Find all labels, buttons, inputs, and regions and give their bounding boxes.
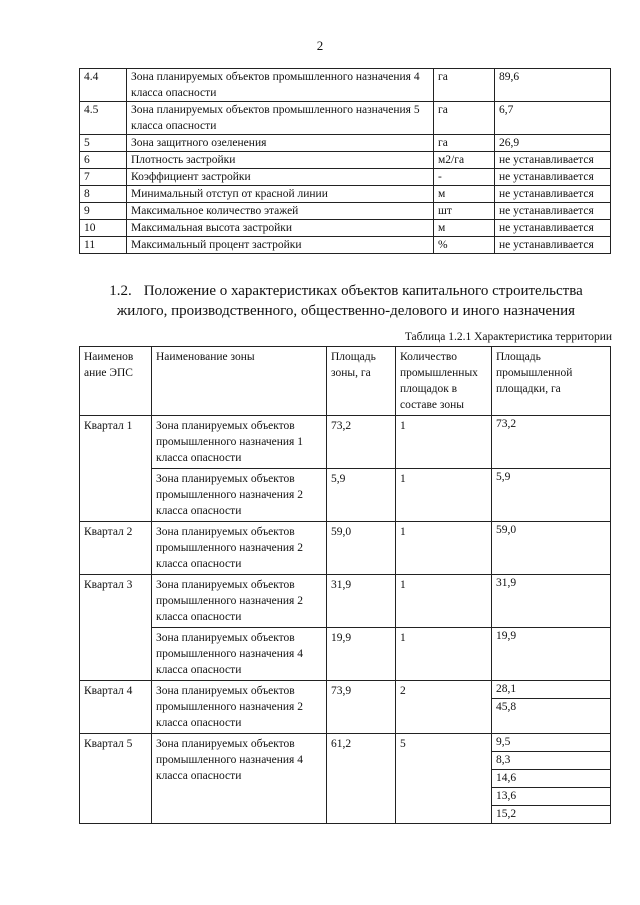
- row-name: Максимальное количество этажей: [127, 203, 434, 220]
- row-value: 89,6: [495, 69, 611, 102]
- row-unit: га: [434, 135, 495, 152]
- row-name: Зона защитного озеленения: [127, 135, 434, 152]
- row-name: Максимальная высота застройки: [127, 220, 434, 237]
- table-row: [80, 734, 611, 824]
- plot-area-value: 59,0: [496, 524, 517, 536]
- row-name: Плотность застройки: [127, 152, 434, 169]
- row-code: 7: [80, 169, 127, 186]
- plot-area-cell: [492, 575, 611, 628]
- plot-area-value: 5,9: [496, 471, 511, 483]
- row-unit: м2/га: [434, 152, 495, 169]
- row-unit: м: [434, 186, 495, 203]
- table-row: [80, 681, 611, 734]
- plot-area-cell: [492, 734, 611, 824]
- table-row: [80, 152, 611, 169]
- header-count: Количество промышленных площадок в составе зоны: [396, 347, 492, 416]
- row-value: 6,7: [495, 102, 611, 135]
- table-row: [80, 575, 611, 628]
- plot-area-cell: [492, 416, 611, 469]
- table-row: [80, 135, 611, 152]
- row-value: не устанавливается: [495, 152, 611, 169]
- row-name: Минимальный отступ от красной линии: [127, 186, 434, 203]
- row-unit: м: [434, 220, 495, 237]
- header-zone: Наименование зоны: [152, 347, 327, 416]
- row-code: 4.4: [80, 69, 127, 102]
- row-name: Коэффициент застройки: [127, 169, 434, 186]
- plot-area-cell: [492, 628, 611, 681]
- quarter-cell: Квартал 5: [80, 734, 152, 824]
- table-row: [80, 69, 611, 102]
- row-value: 26,9: [495, 135, 611, 152]
- row-code: 9: [80, 203, 127, 220]
- row-code: 11: [80, 237, 127, 254]
- header-quarter: Наименов ание ЭПС: [80, 347, 152, 416]
- table-row: [80, 522, 611, 575]
- table-row: [80, 628, 611, 681]
- row-name: Зона планируемых объектов промышленного назначения 4 класса опасности: [127, 69, 434, 102]
- row-value: не устанавливается: [495, 220, 611, 237]
- plot-area-cell: [492, 681, 611, 734]
- parameters-table: [79, 68, 611, 254]
- plot-area-value: 19,9: [496, 630, 517, 642]
- plot-count-cell: 1: [396, 628, 492, 681]
- header-plot-area: Площадь промышленной площадки, га: [492, 347, 611, 416]
- table-caption: Таблица 1.2.1 Характеристика территории: [404, 331, 612, 343]
- plot-count-cell: 1: [396, 575, 492, 628]
- row-code: 10: [80, 220, 127, 237]
- plot-area-value: 31,9: [496, 577, 517, 589]
- row-value: не устанавливается: [495, 237, 611, 254]
- quarter-cell: Квартал 4: [80, 681, 152, 734]
- quarter-cell: Квартал 2: [80, 522, 152, 575]
- row-value: не устанавливается: [495, 169, 611, 186]
- plot-area-value: 14,6: [492, 769, 610, 787]
- table-row: [80, 102, 611, 135]
- plot-count-cell: 1: [396, 522, 492, 575]
- row-name: Максимальный процент застройки: [127, 237, 434, 254]
- plot-count-cell: 2: [396, 681, 492, 734]
- section-title-line1: Положение о характеристиках объектов капитального строительства: [143, 283, 583, 299]
- zone-area-cell: 31,9: [327, 575, 396, 628]
- plot-area-cell: [492, 469, 611, 522]
- plot-area-value: 9,5: [496, 736, 511, 748]
- plot-area-value: 28,1: [496, 683, 517, 695]
- quarter-cell: Квартал 3: [80, 575, 152, 681]
- row-value: не устанавливается: [495, 186, 611, 203]
- row-unit: шт: [434, 203, 495, 220]
- row-code: 5: [80, 135, 127, 152]
- zone-name-cell: Зона планируемых объектов промышленного назначения 2 класса опасности: [152, 681, 327, 734]
- plot-count-cell: 5: [396, 734, 492, 824]
- plot-area-cell: [492, 522, 611, 575]
- plot-area-value: 45,8: [492, 698, 610, 716]
- table-row: [80, 203, 611, 220]
- row-code: 8: [80, 186, 127, 203]
- section-title-line2: жилого, производственного, общественно-делового и иного назначения: [116, 303, 576, 319]
- table-row: [80, 186, 611, 203]
- zone-area-cell: 73,2: [327, 416, 396, 469]
- row-name: Зона планируемых объектов промышленного назначения 5 класса опасности: [127, 102, 434, 135]
- zone-area-cell: 73,9: [327, 681, 396, 734]
- plot-area-value: 73,2: [496, 418, 517, 430]
- row-unit: -: [434, 169, 495, 186]
- zone-name-cell: Зона планируемых объектов промышленного назначения 4 класса опасности: [152, 628, 327, 681]
- zone-name-cell: Зона планируемых объектов промышленного назначения 2 класса опасности: [152, 575, 327, 628]
- quarter-cell: Квартал 1: [80, 416, 152, 522]
- plot-area-value: 8,3: [492, 751, 610, 769]
- row-unit: %: [434, 237, 495, 254]
- table-row: [80, 220, 611, 237]
- plot-count-cell: 1: [396, 469, 492, 522]
- zone-area-cell: 59,0: [327, 522, 396, 575]
- zone-area-cell: 5,9: [327, 469, 396, 522]
- zone-name-cell: Зона планируемых объектов промышленного назначения 2 класса опасности: [152, 469, 327, 522]
- header-area: Площадь зоны, га: [327, 347, 396, 416]
- row-value: не устанавливается: [495, 203, 611, 220]
- territory-table: [79, 346, 611, 824]
- page-number: 2: [316, 38, 324, 53]
- row-unit: га: [434, 69, 495, 102]
- plot-area-value: 15,2: [492, 805, 610, 823]
- table-row: [80, 416, 611, 469]
- table-row: [80, 237, 611, 254]
- row-code: 6: [80, 152, 127, 169]
- section-number: 1.2.: [109, 283, 132, 299]
- row-unit: га: [434, 102, 495, 135]
- zone-name-cell: Зона планируемых объектов промышленного назначения 4 класса опасности: [152, 734, 327, 824]
- zone-name-cell: Зона планируемых объектов промышленного назначения 2 класса опасности: [152, 522, 327, 575]
- section-heading: [80, 281, 612, 321]
- zone-name-cell: Зона планируемых объектов промышленного назначения 1 класса опасности: [152, 416, 327, 469]
- plot-area-value: 13,6: [492, 787, 610, 805]
- zone-area-cell: 61,2: [327, 734, 396, 824]
- zone-area-cell: 19,9: [327, 628, 396, 681]
- plot-count-cell: 1: [396, 416, 492, 469]
- row-code: 4.5: [80, 102, 127, 135]
- table-row: [80, 469, 611, 522]
- table-header-row: [80, 347, 611, 416]
- table-row: [80, 169, 611, 186]
